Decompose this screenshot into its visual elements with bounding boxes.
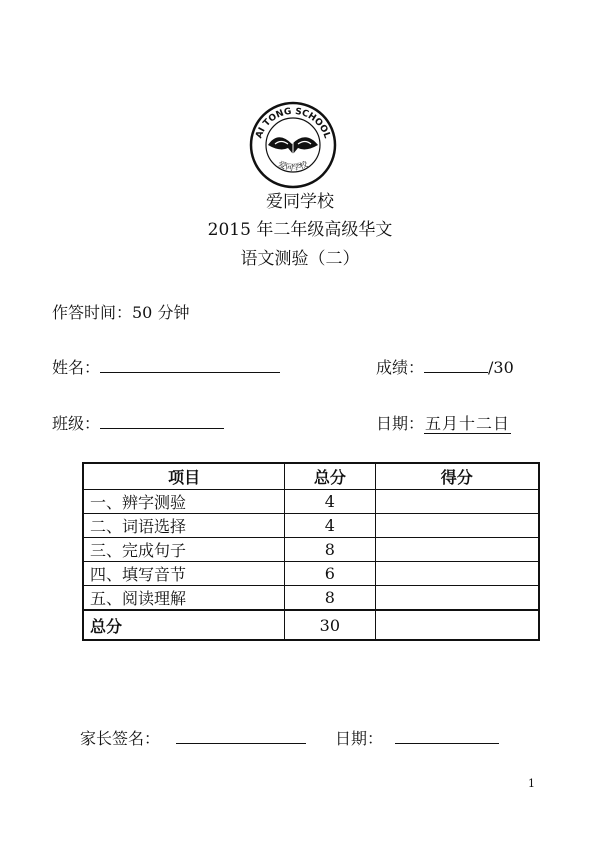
name-label: 姓名： [52, 358, 101, 377]
header-item: 项目 [83, 463, 285, 490]
parent-signature-label: 家长签名： [80, 729, 161, 748]
exam-subtitle: 语文测验（二） [240, 249, 360, 269]
row-item: 二、词语选择 [83, 514, 285, 538]
school-logo-icon [248, 100, 338, 190]
class-field [52, 411, 224, 434]
row-total: 8 [285, 538, 375, 562]
row-item: 五、阅读理解 [83, 586, 285, 611]
row-total: 6 [285, 562, 375, 586]
time-allowed: 作答时间：50 分钟 [52, 303, 190, 322]
parent-date-field [335, 726, 499, 749]
total-label: 总分 [83, 610, 285, 640]
date-field [376, 411, 511, 434]
score-field [376, 355, 514, 378]
row-score[interactable] [375, 586, 539, 611]
page-number: 1 [528, 777, 535, 790]
table-row [83, 514, 539, 538]
svg-text:爱同学校: 爱同学校 [276, 159, 310, 173]
row-score[interactable] [375, 538, 539, 562]
score-total: /30 [488, 358, 514, 377]
class-label: 班级： [52, 414, 101, 433]
row-score[interactable] [375, 490, 539, 514]
school-name: 爱同学校 [266, 192, 334, 212]
total-score[interactable] [375, 610, 539, 640]
header-total: 总分 [285, 463, 375, 490]
header-score: 得分 [375, 463, 539, 490]
class-blank[interactable] [100, 428, 224, 429]
table-total-row [83, 610, 539, 640]
score-label: 成绩： [376, 358, 425, 377]
row-item: 一、辨字测验 [83, 490, 285, 514]
table-row [83, 538, 539, 562]
row-score[interactable] [375, 514, 539, 538]
date-label: 日期： [376, 414, 425, 433]
parent-date-label: 日期： [335, 729, 384, 748]
row-total: 8 [285, 586, 375, 611]
svg-text:AI TONG SCHOOL: AI TONG SCHOOL [254, 106, 332, 140]
parent-date-blank[interactable] [395, 743, 499, 744]
score-blank[interactable] [424, 372, 488, 373]
table-row [83, 586, 539, 611]
table-row [83, 562, 539, 586]
name-field [52, 355, 280, 378]
name-blank[interactable] [100, 372, 280, 373]
row-score[interactable] [375, 562, 539, 586]
table-row [83, 490, 539, 514]
table-header-row [83, 463, 539, 490]
date-value: 五月十二日 [425, 414, 511, 433]
parent-signature-field [80, 726, 306, 749]
total-value: 30 [285, 610, 375, 640]
exam-title: 2015 年二年级高级华文 [207, 220, 393, 240]
row-item: 三、完成句子 [83, 538, 285, 562]
score-table [82, 462, 540, 641]
row-item: 四、填写音节 [83, 562, 285, 586]
row-total: 4 [285, 514, 375, 538]
parent-signature-blank[interactable] [176, 743, 306, 744]
row-total: 4 [285, 490, 375, 514]
